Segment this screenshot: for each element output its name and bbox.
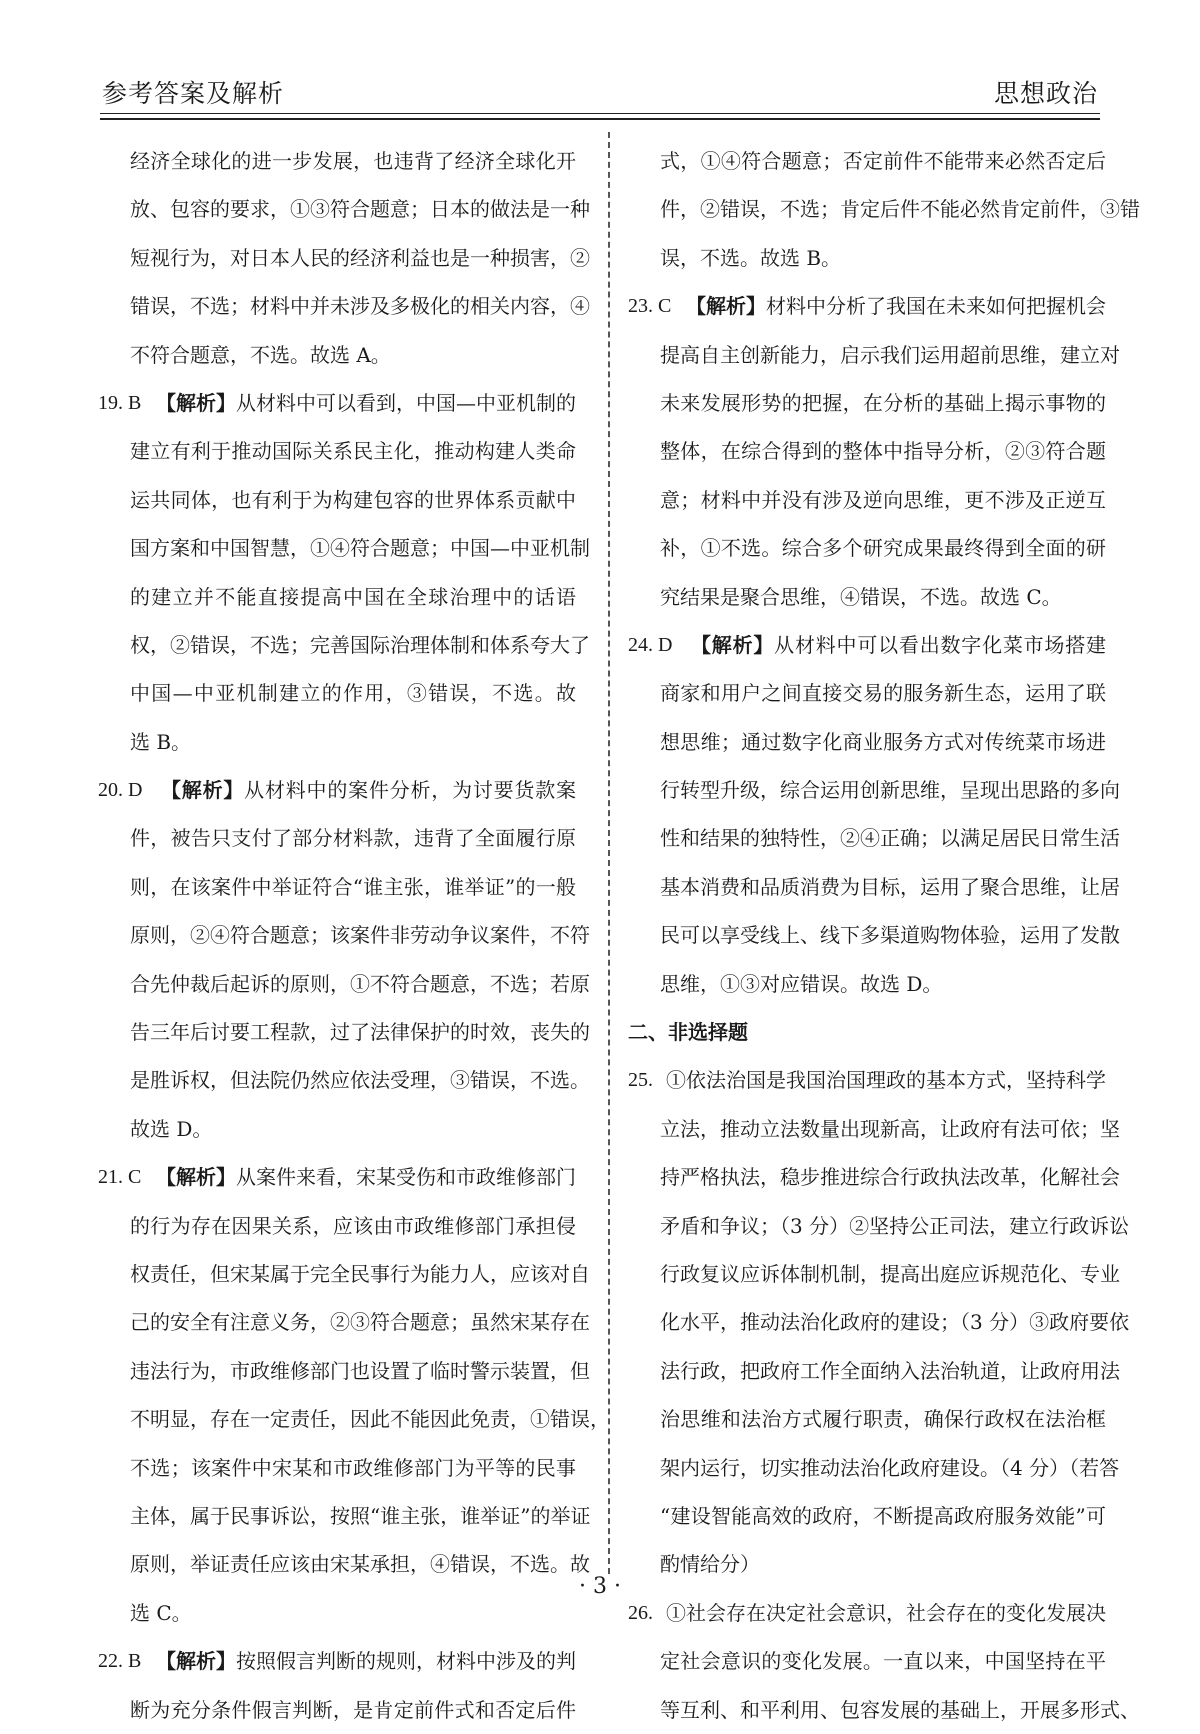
answer-line-text: 行政复议应诉体制机制，提高出庭应诉规范化、专业: [660, 1261, 1120, 1286]
text-line: [98, 1298, 590, 1346]
answer-text: [156, 1637, 576, 1685]
section-heading-text: 二、非选择题: [628, 1020, 748, 1045]
answer-line-text: 国方案和中国智慧，①④符合题意；中国—中亚机制: [130, 536, 590, 561]
analysis-tag: 【解析】: [156, 1649, 236, 1674]
answer-line-text: 错误，不选；材料中并未涉及多极化的相关内容，④: [130, 294, 590, 319]
answer-line-text: 究结果是聚合思维，④错误，不选。故选 C。: [660, 584, 1062, 609]
answer-text: [666, 1056, 1106, 1104]
answer-line-text: 选 C。: [130, 1600, 192, 1625]
page-number: · 3 ·: [579, 1574, 621, 1599]
answer-line-text: 件，②错误，不选；肯定后件不能必然肯定前件，③错: [660, 197, 1140, 222]
text-line: [628, 1250, 1120, 1298]
text-line: [628, 911, 1120, 959]
answer-line-text: 不符合题意，不选。故选 A。: [130, 342, 391, 367]
text-line: [98, 1347, 590, 1395]
answer-line-text: 选 B。: [130, 729, 192, 754]
answer-line-text: 断为充分条件假言判断，是肯定前件式和否定后件: [130, 1697, 576, 1722]
analysis-tag: 【解析】: [156, 390, 236, 415]
answer-line-text: 权，②错误，不选；完善国际治理体制和体系夸大了: [130, 632, 590, 657]
text-line: [98, 524, 590, 572]
question-number: 20. D: [98, 779, 143, 802]
text-line: [98, 863, 576, 911]
answer-line-text: 的行为存在因果关系，应该由市政维修部门承担侵: [130, 1213, 576, 1238]
header-subject-title: 思想政治: [993, 79, 1098, 108]
answer-line-text: ①依法治国是我国治国理政的基本方式，坚持科学: [666, 1068, 1106, 1093]
answer-line-text: ①社会存在决定社会意识，社会存在的变化发展决: [666, 1600, 1106, 1625]
text-line: [98, 1686, 576, 1734]
answer-line-text: 经济全球化的进一步发展，也违背了经济全球化开: [130, 149, 576, 173]
answer-line-text: 酌情给分）: [660, 1552, 760, 1577]
text-line: [628, 1153, 1120, 1201]
text-line: [628, 1347, 1120, 1395]
answer-line-text: 权责任，但宋某属于完全民事行为能力人，应该对自: [130, 1261, 590, 1286]
text-line: [98, 1444, 576, 1492]
answer-line-text: 从案件来看，宋某受伤和市政维修部门: [236, 1165, 576, 1190]
answer-line-text: 法行政，把政府工作全面纳入法治轨道，让政府用法: [660, 1358, 1120, 1383]
answer-line-text: 不明显，存在一定责任，因此不能因此免责，①错误，: [130, 1407, 610, 1432]
answer-item-line: [628, 621, 1106, 669]
question-number: 24. D: [628, 633, 673, 656]
question-number: 22. B: [98, 1650, 142, 1673]
analysis-tag: 【解析】: [156, 1165, 236, 1190]
answer-line-text: “建设智能高效的政府，不断提高政府服务效能”可: [660, 1503, 1106, 1528]
answer-line-text: 短视行为，对日本人民的经济利益也是一种损害，②: [130, 245, 590, 270]
answer-line-text: 化水平，推动法治化政府的建设；（3 分）③政府要依: [660, 1310, 1130, 1335]
answer-line-text: 整体，在综合得到的整体中指导分析，②③符合题: [660, 439, 1106, 464]
answer-line-text: 从材料中可以看出数字化菜市场搭建: [774, 632, 1107, 657]
answer-line-text: 式，①④符合题意；否定前件不能带来必然否定后: [660, 149, 1106, 173]
answer-line-text: 不选；该案件中宋某和市政维修部门为平等的民事: [130, 1455, 576, 1480]
answer-line-text: 提高自主创新能力，启示我们运用超前思维，建立对: [660, 342, 1120, 367]
text-line: [98, 814, 576, 862]
text-line: [98, 427, 576, 475]
text-line: [628, 960, 1106, 1008]
text-line: [628, 331, 1120, 379]
answer-text: [161, 766, 576, 814]
answer-line-text: 的建立并不能直接提高中国在全球治理中的话语: [130, 584, 576, 609]
answer-item-line: [628, 282, 1106, 330]
answer-line-text: 己的安全有注意义务，②③符合题意；虽然宋某存在: [130, 1310, 590, 1335]
column-divider: [608, 132, 610, 1574]
text-line: [628, 1686, 1140, 1734]
text-line: [98, 1056, 590, 1104]
answer-line-text: 从材料中可以看到，中国—中亚机制的: [236, 390, 576, 415]
answer-text: [156, 379, 576, 427]
text-line: [98, 621, 590, 669]
text-line: [628, 766, 1120, 814]
answer-line-text: 按照假言判断的规则，材料中涉及的判: [236, 1649, 576, 1674]
answer-line-text: 件，被告只支付了部分材料款，违背了全面履行原: [130, 826, 576, 851]
analysis-tag: 【解析】: [691, 632, 775, 657]
answer-item-line: [98, 766, 576, 814]
text-line: [98, 1492, 591, 1540]
text-line: [98, 234, 590, 282]
answer-item-line: [98, 1153, 576, 1201]
text-line: [98, 476, 576, 524]
answer-line-text: 矛盾和争议；（3 分）②坚持公正司法，建立行政诉讼: [660, 1213, 1130, 1238]
answer-text: [686, 282, 1106, 330]
text-line: [628, 137, 1106, 185]
answer-line-text: 基本消费和品质消费为目标，运用了聚合思维，让居: [660, 874, 1120, 899]
text-line: [98, 669, 576, 717]
question-number: 25.: [628, 1069, 653, 1092]
header-rule-thin: [100, 113, 1100, 114]
answer-item-line: [628, 1056, 1106, 1104]
answer-text: [691, 621, 1106, 669]
answer-item-line: [98, 1637, 576, 1685]
answer-line-text: 商家和用户之间直接交易的服务新生态，运用了联: [660, 681, 1106, 706]
answer-line-text: 行转型升级，综合运用创新思维，呈现出思路的多向: [660, 778, 1120, 803]
answer-line-text: 材料中分析了我国在未来如何把握机会: [766, 294, 1106, 319]
answer-line-text: 民可以享受线上、线下多渠道购物体验，运用了发散: [660, 923, 1120, 948]
text-line: [98, 331, 576, 379]
text-line: [98, 573, 576, 621]
answer-line-text: 补，①不选。综合多个研究成果最终得到全面的研: [660, 536, 1106, 561]
answer-item-line: [98, 379, 576, 427]
answer-line-text: 告三年后讨要工程款，过了法律保护的时效，丧失的: [130, 1020, 590, 1045]
answer-line-text: 定社会意识的变化发展。一直以来，中国坚持在平: [660, 1649, 1106, 1674]
question-number: 21. C: [98, 1166, 142, 1189]
answer-line-text: 合先仲裁后起诉的原则，①不符合题意，不选；若原: [130, 971, 590, 996]
text-line: [628, 669, 1106, 717]
answer-line-text: 意；材料中并没有涉及逆向思维，更不涉及正逆互: [660, 487, 1106, 512]
answer-line-text: 持严格执法，稳步推进综合行政执法改革，化解社会: [660, 1165, 1120, 1190]
answer-line-text: 想思维；通过数字化商业服务方式对传统菜市场进: [660, 729, 1106, 754]
answer-line-text: 思维，①③对应错误。故选 D。: [660, 971, 943, 996]
question-number: 26.: [628, 1601, 653, 1624]
text-line: [98, 911, 590, 959]
text-line: [628, 427, 1106, 475]
text-line: [628, 573, 1106, 621]
answer-line-text: 故选 D。: [130, 1116, 213, 1141]
text-line: [98, 1008, 590, 1056]
answer-line-text: 等互利、和平利用、包容发展的基础上，开展多形式、: [660, 1697, 1140, 1722]
answer-text: [156, 1153, 576, 1201]
text-line: [98, 1105, 576, 1153]
text-line: [98, 137, 576, 185]
text-line: [628, 814, 1120, 862]
text-line: [98, 960, 590, 1008]
answer-line-text: 原则，②④符合题意；该案件非劳动争议案件，不符: [130, 923, 590, 948]
text-line: [628, 1105, 1120, 1153]
text-line: [628, 234, 1106, 282]
header-left-title: 参考答案及解析: [102, 79, 285, 108]
answer-line-text: 是胜诉权，但法院仍然应依法受理，③错误，不选。: [130, 1068, 590, 1093]
header-rule-thick: [100, 118, 1100, 120]
section-heading: [628, 1008, 1106, 1056]
text-line: [628, 379, 1106, 427]
answer-line-text: 立法，推动立法数量出现新高，让政府有法可依；坚: [660, 1116, 1120, 1141]
answer-line-text: 原则，举证责任应该由宋某承担，④错误，不选。故: [130, 1552, 590, 1577]
text-line: [628, 863, 1120, 911]
text-line: [98, 185, 590, 233]
text-line: [628, 185, 1140, 233]
answer-line-text: 治思维和法治方式履行职责，确保行政权在法治框: [660, 1407, 1106, 1432]
question-number: 23. C: [628, 295, 672, 318]
analysis-tag: 【解析】: [161, 778, 245, 803]
text-line: [628, 1492, 1106, 1540]
text-line: [98, 1395, 610, 1443]
text-line: [628, 524, 1106, 572]
answer-line-text: 性和结果的独特性，②④正确；以满足居民日常生活: [660, 826, 1120, 851]
right-column: [628, 137, 1140, 1734]
left-column: [98, 137, 610, 1734]
text-line: [628, 1444, 1120, 1492]
text-line: [628, 1298, 1130, 1346]
question-number: 19. B: [98, 391, 142, 414]
text-line: [628, 1202, 1130, 1250]
answer-line-text: 从材料中的案件分析，为讨要货款案: [244, 778, 577, 803]
answer-line-text: 中国—中亚机制建立的作用，③错误，不选。故: [130, 681, 576, 706]
answer-line-text: 违法行为，市政维修部门也设置了临时警示装置，但: [130, 1358, 590, 1383]
answer-line-text: 放、包容的要求，①③符合题意；日本的做法是一种: [130, 197, 590, 222]
answer-line-text: 架内运行，切实推动法治化政府建设。（4 分）（若答: [660, 1455, 1120, 1480]
answer-line-text: 建立有利于推动国际关系民主化，推动构建人类命: [130, 439, 576, 464]
answer-line-text: 未来发展形势的把握，在分析的基础上揭示事物的: [660, 390, 1106, 415]
text-line: [98, 282, 590, 330]
answer-line-text: 则，在该案件中举证符合“谁主张，谁举证”的一般: [130, 874, 576, 899]
text-line: [98, 1250, 590, 1298]
analysis-tag: 【解析】: [686, 294, 766, 319]
text-line: [628, 476, 1106, 524]
answer-line-text: 误，不选。故选 B。: [660, 245, 842, 270]
text-line: [628, 1637, 1106, 1685]
text-line: [98, 1202, 576, 1250]
text-line: [628, 718, 1106, 766]
answer-line-text: 主体，属于民事诉讼，按照“谁主张，谁举证”的举证: [130, 1503, 591, 1528]
text-line: [98, 718, 576, 766]
answer-line-text: 运共同体，也有利于为构建包容的世界体系贡献中: [130, 487, 576, 512]
text-line: [628, 1395, 1106, 1443]
